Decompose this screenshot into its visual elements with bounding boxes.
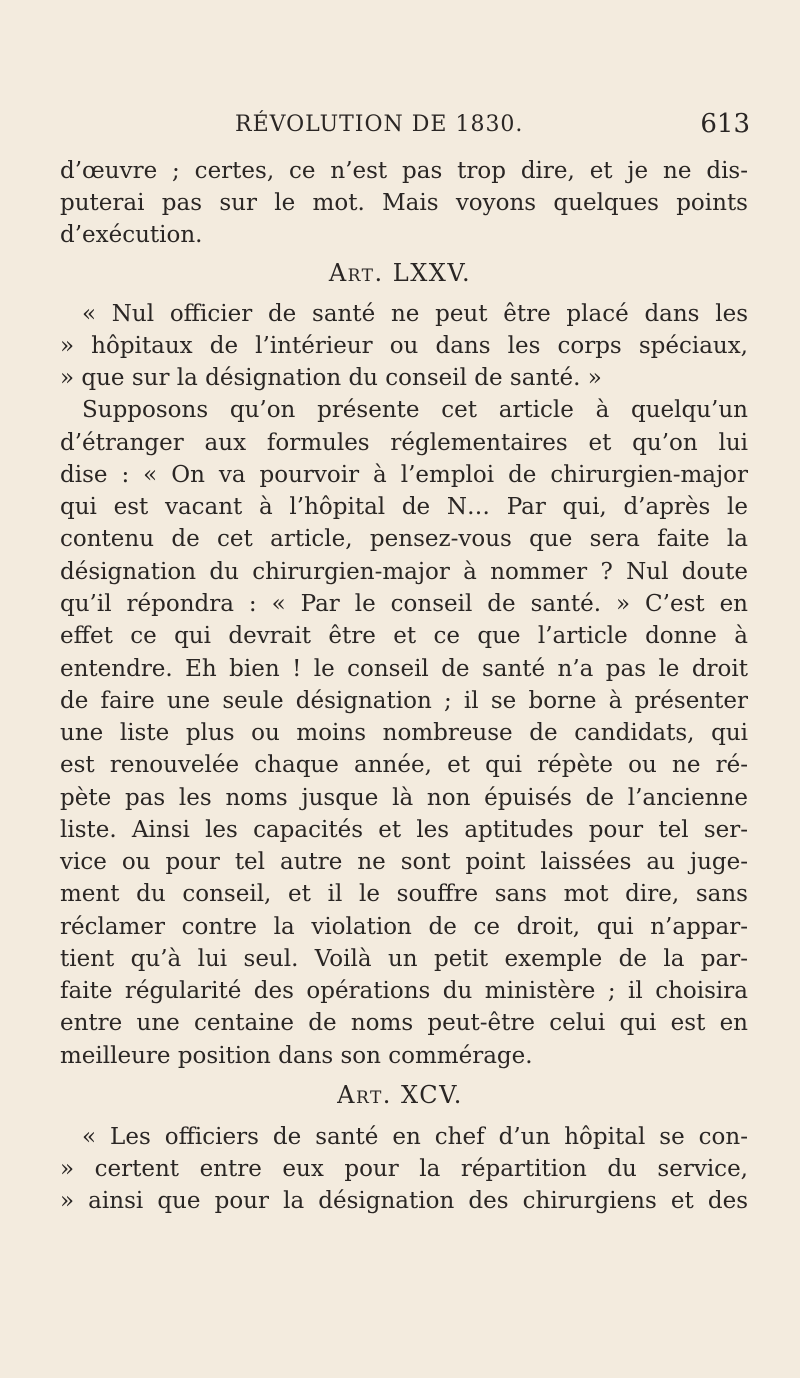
page-number: 613 bbox=[700, 109, 750, 139]
text-line: puterai pas sur le mot. Mais voyons quelques points bbox=[60, 190, 748, 216]
running-head bbox=[60, 109, 750, 152]
text-line: une liste plus ou moins nombreuse de candidats, qui bbox=[60, 720, 748, 746]
text-line: désignation du chirurgien-major à nommer ? Nul doute bbox=[60, 559, 748, 585]
quote-line: » certent entre eux pour la répartition du service, bbox=[60, 1156, 748, 1182]
text-line: effet ce qui devrait être et ce que l’article donne à bbox=[60, 623, 748, 649]
text-line: meilleure position dans son commérage. bbox=[60, 1043, 533, 1069]
quote-line: » que sur la désignation du conseil de santé. » bbox=[60, 365, 602, 391]
running-title: RÉVOLUTION DE 1830. bbox=[235, 112, 524, 137]
quote-line: » ainsi que pour la désignation des chirurgiens et des bbox=[60, 1188, 748, 1214]
quote-line: » hôpitaux de l’intérieur ou dans les corps spéciaux, bbox=[60, 333, 748, 359]
text-line: liste. Ainsi les capacités et les aptitudes pour tel ser- bbox=[60, 817, 748, 843]
text-line: qui est vacant à l’hôpital de N… Par qui, d’après le bbox=[60, 494, 748, 520]
article-heading: Art. LXXV. bbox=[328, 259, 472, 287]
text-line: pète pas les noms jusque là non épuisés de l’ancienne bbox=[60, 785, 748, 811]
text-line: ment du conseil, et il le souffre sans mot dire, sans bbox=[60, 881, 748, 907]
text-line: dise : « On va pourvoir à l’emploi de chirurgien-major bbox=[60, 462, 748, 488]
text-line: réclamer contre la violation de ce droit, qui n’appar- bbox=[60, 914, 748, 940]
text-line: de faire une seule désignation ; il se borne à présenter bbox=[60, 688, 748, 714]
text-line: contenu de cet article, pensez-vous que sera faite la bbox=[60, 526, 748, 552]
text-line: d’œuvre ; certes, ce n’est pas trop dire, et je ne dis- bbox=[60, 158, 748, 184]
article-heading: Art. XCV. bbox=[337, 1081, 463, 1109]
text-line: d’exécution. bbox=[60, 222, 203, 248]
text-line: faite régularité des opérations du ministère ; il choisira bbox=[60, 978, 748, 1004]
text-line: est renouvelée chaque année, et qui répète ou ne ré- bbox=[60, 752, 748, 778]
text-line: vice ou pour tel autre ne sont point laissées au juge- bbox=[60, 849, 748, 875]
text-line: entendre. Eh bien ! le conseil de santé n’a pas le droit bbox=[60, 656, 748, 682]
quote-line: « Nul officier de santé ne peut être placé dans les bbox=[82, 301, 748, 327]
text-line: tient qu’à lui seul. Voilà un petit exemple de la par- bbox=[60, 946, 748, 972]
text-line: entre une centaine de noms peut-être celui qui est en bbox=[60, 1010, 748, 1036]
text-line: qu’il répondra : « Par le conseil de santé. » C’est en bbox=[60, 591, 748, 617]
quote-line: « Les officiers de santé en chef d’un hôpital se con- bbox=[82, 1124, 748, 1150]
text-line: Supposons qu’on présente cet article à quelqu’un bbox=[82, 397, 748, 423]
text-line: d’étranger aux formules réglementaires et qu’on lui bbox=[60, 430, 748, 456]
